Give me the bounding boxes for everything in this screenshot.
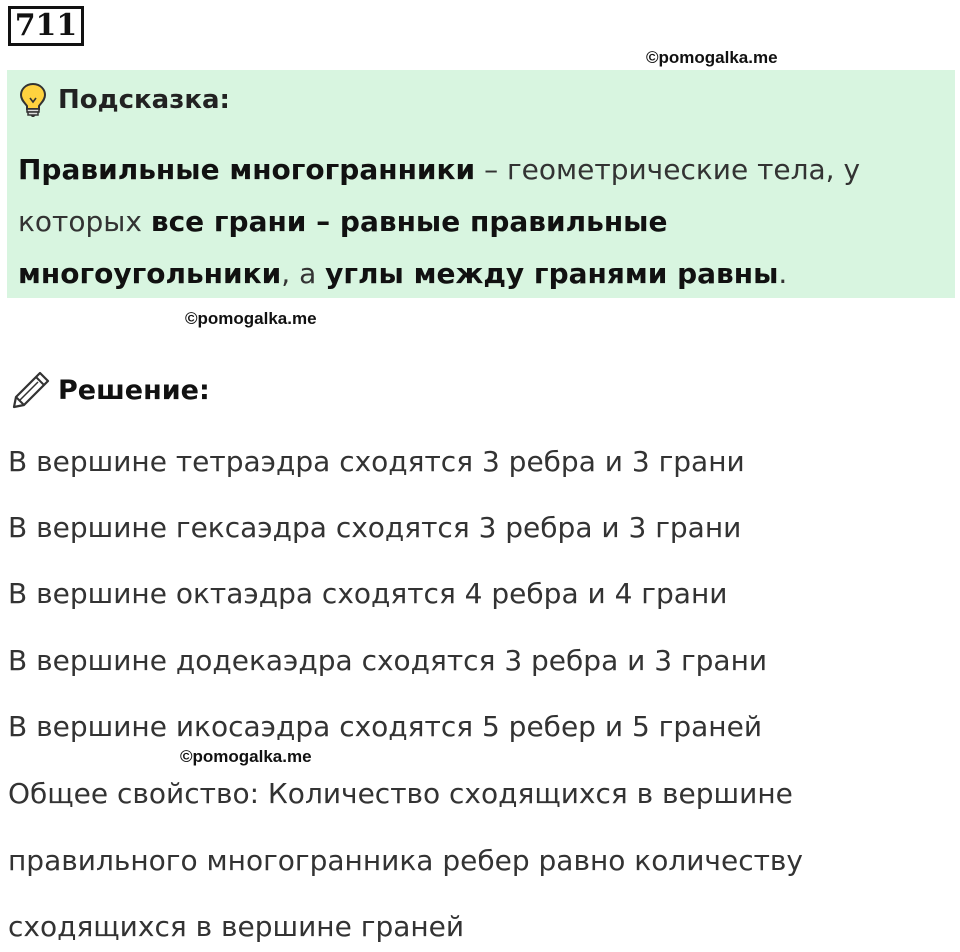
solution-line: В вершине додекаэдра сходятся 3 ребра и 3 грани xyxy=(8,644,768,677)
watermark: ©pomogalka.me xyxy=(646,48,778,67)
conclusion-line: сходящихся в вершине граней xyxy=(8,910,465,943)
hint-text-part: . xyxy=(778,257,788,290)
hint-text-part: , а xyxy=(281,257,326,290)
conclusion-line: Общее свойство: Количество сходящихся в вершине xyxy=(8,777,793,810)
conclusion-line: правильного многогранника ребер равно количеству xyxy=(8,844,803,877)
hint-text-part: – геометрические тела, у которых xyxy=(18,153,861,238)
task-number: 711 xyxy=(8,6,84,46)
hint-term: Правильные многогранники xyxy=(18,153,476,186)
solution-line: В вершине гексаэдра сходятся 3 ребра и 3 грани xyxy=(8,511,742,544)
solution-line: В вершине октаэдра сходятся 4 ребра и 4 грани xyxy=(8,577,728,610)
hint-bold-part: углы между гранями равны xyxy=(325,257,779,290)
solution-header xyxy=(10,368,210,412)
solution-title: Решение: xyxy=(58,374,210,406)
hint-header xyxy=(18,82,230,118)
solution-line: В вершине икосаэдра сходятся 5 ребер и 5 граней xyxy=(8,710,763,743)
watermark: ©pomogalka.me xyxy=(180,747,312,766)
solution-line: В вершине тетраэдра сходятся 3 ребра и 3 грани xyxy=(8,445,745,478)
lightbulb-icon xyxy=(18,82,48,118)
watermark: ©pomogalka.me xyxy=(185,309,317,328)
pencil-icon xyxy=(10,369,52,411)
hint-title: Подсказка: xyxy=(58,85,230,115)
hint-text xyxy=(18,144,938,300)
hint-bold-part: все грани – равные правильные многоугольники xyxy=(18,205,668,290)
